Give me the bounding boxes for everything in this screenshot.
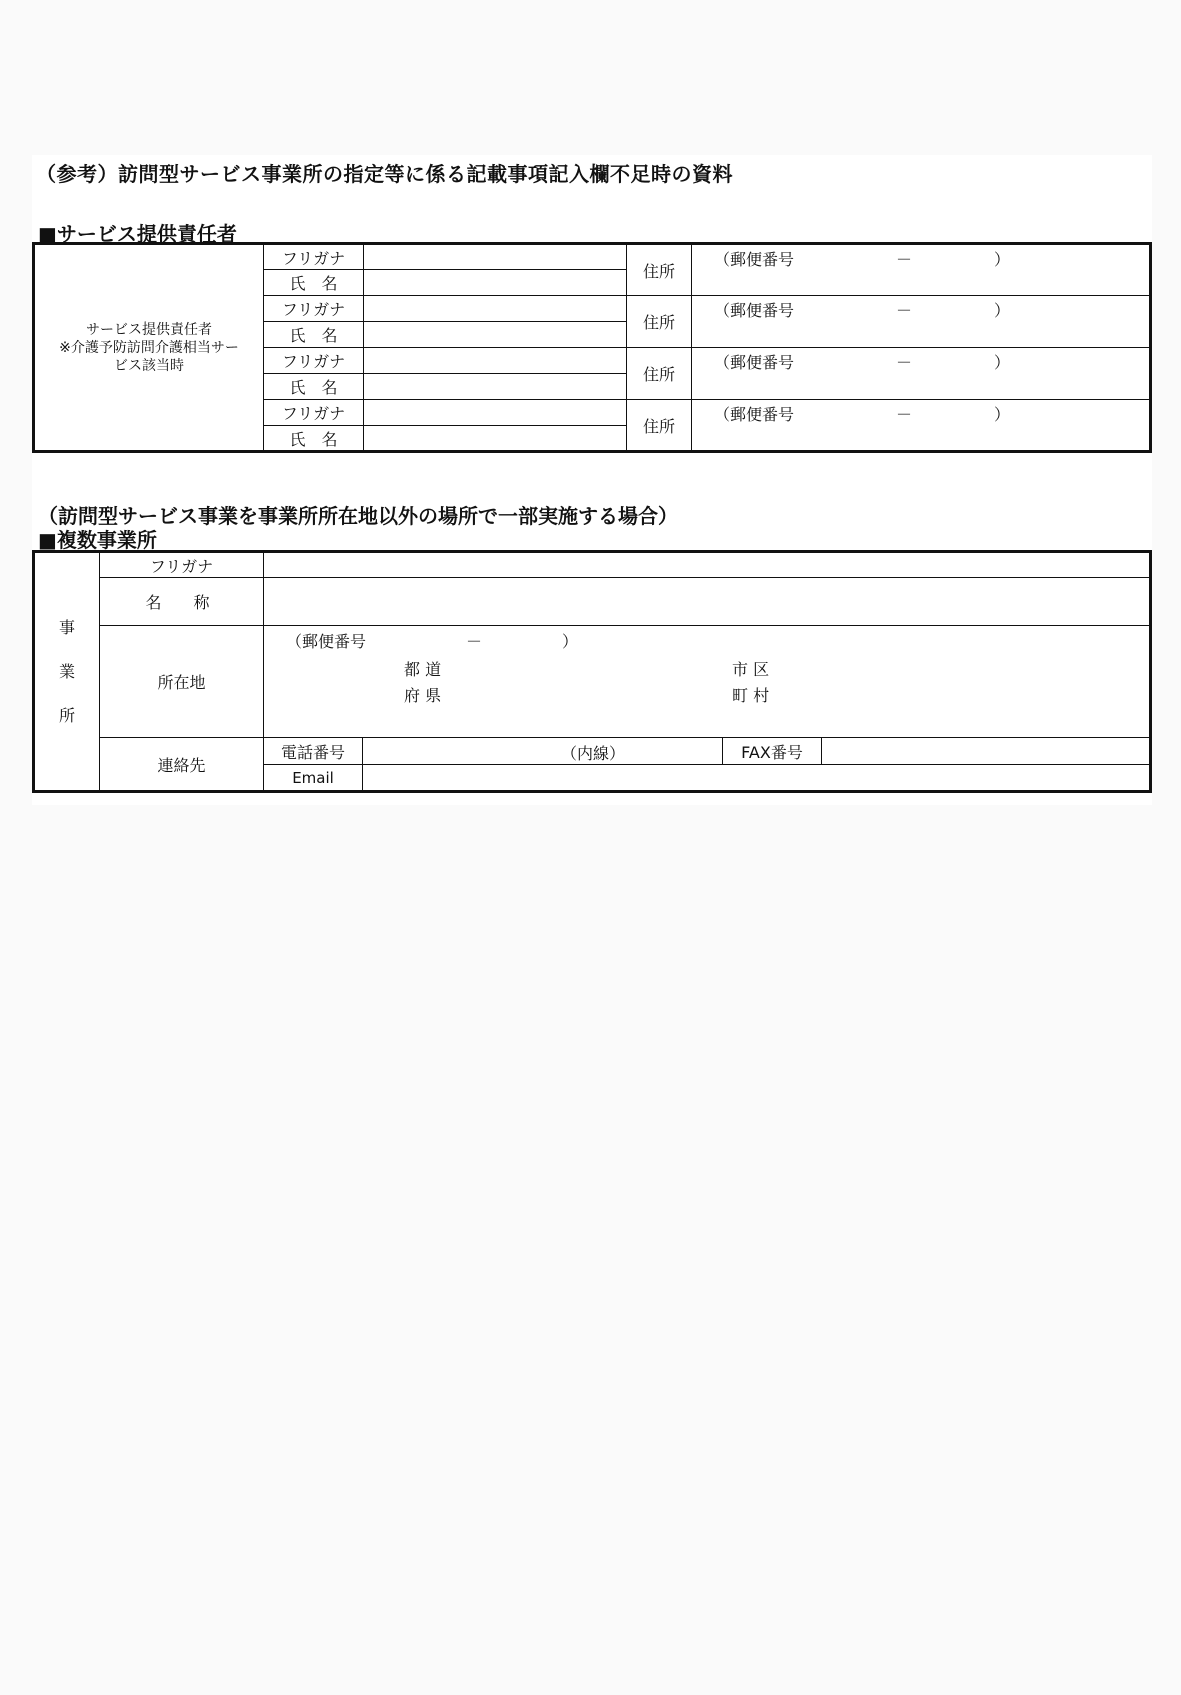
city-line1: 市 区 [732,660,770,679]
email-label: Email [264,765,363,792]
office-furigana-input[interactable] [264,552,1151,578]
fax-input[interactable] [822,738,1151,765]
address-label: 住所 [627,244,692,296]
section2-subtitle: （訪問型サービス事業を事業所所在地以外の場所で一部実施する場合） [38,504,678,528]
furigana-label: フリガナ [264,296,364,322]
prefecture-line2: 府 県 [404,686,442,705]
furigana-input[interactable] [364,348,627,374]
address-input[interactable]: （郵便番号 － ） [692,244,1151,296]
section1-heading: ■サービス提供責任者 [38,222,237,246]
address-label: 住所 [627,400,692,452]
document-title: （参考）訪問型サービス事業所の指定等に係る記載事項記入欄不足時の資料 [36,162,733,186]
table-row [34,244,1151,270]
office-name-label: 名 称 [100,578,264,626]
furigana-input[interactable] [364,400,627,426]
table-row [34,552,1151,578]
name-input[interactable] [364,322,627,348]
furigana-label: フリガナ [264,348,364,374]
address-input[interactable]: （郵便番号 － ） [692,348,1151,400]
address-label: 住所 [627,296,692,348]
office-label: 事 業 所 [34,552,100,792]
name-label: 氏 名 [264,270,364,296]
name-input[interactable] [364,374,627,400]
phone-input[interactable] [363,738,723,765]
furigana-label: フリガナ [264,400,364,426]
address-input[interactable]: （郵便番号 － ） [692,400,1151,452]
location-input[interactable] [264,626,1151,738]
table-row [34,738,1151,765]
fax-label: FAX番号 [723,738,822,765]
address-input[interactable]: （郵便番号 － ） [692,296,1151,348]
name-input[interactable] [364,426,627,452]
service-provider-table [32,242,1152,453]
city-line2: 町 村 [732,686,770,705]
multiple-offices-table [32,550,1152,793]
name-input[interactable] [364,270,627,296]
table-row [34,578,1151,626]
section2-heading: ■複数事業所 [38,528,157,552]
furigana-input[interactable] [364,296,627,322]
furigana-label: フリガナ [264,244,364,270]
extension-label: （内線） [561,744,626,763]
prefecture-line1: 都 道 [404,660,442,679]
table-row [34,626,1151,738]
email-input[interactable] [363,765,1151,792]
phone-label: 電話番号 [264,738,363,765]
office-name-input[interactable] [264,578,1151,626]
location-label: 所在地 [100,626,264,738]
furigana-input[interactable] [364,244,627,270]
name-label: 氏 名 [264,322,364,348]
name-label: 氏 名 [264,426,364,452]
name-label: 氏 名 [264,374,364,400]
service-provider-label: サービス提供責任者 ※介護予防訪問介護相当サー ビス該当時 [34,244,264,452]
address-label: 住所 [627,348,692,400]
office-furigana-label: フリガナ [100,552,264,578]
contact-label: 連絡先 [100,738,264,792]
location-postal: （郵便番号 － ） [286,632,579,651]
